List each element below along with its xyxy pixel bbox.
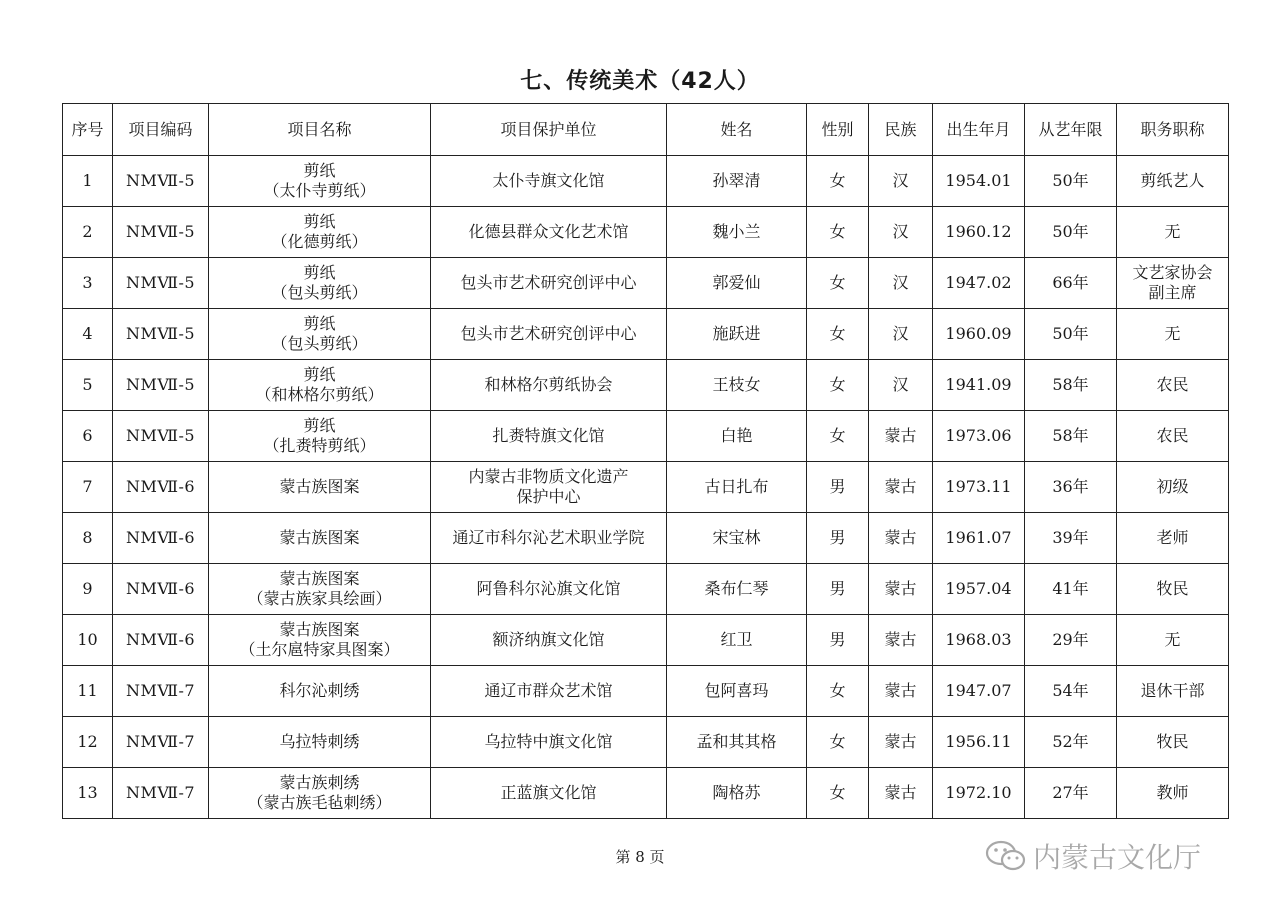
cell-ethnicity: 汉 — [869, 258, 933, 309]
column-header: 民族 — [869, 104, 933, 156]
column-header: 项目保护单位 — [431, 104, 667, 156]
cell-protection-unit — [431, 717, 667, 768]
column-header: 序号 — [63, 104, 113, 156]
cell-birth-date: 1973.06 — [933, 411, 1025, 462]
cell-project-name-line1: 蒙古族图案 — [279, 569, 360, 588]
cell-years-practice: 36年 — [1025, 462, 1117, 513]
cell-protection-unit — [431, 768, 667, 819]
cell-protection-unit-line1: 正蓝旗文化馆 — [500, 783, 597, 802]
cell-protection-unit — [431, 564, 667, 615]
cell-project-name — [209, 360, 431, 411]
cell-gender: 女 — [807, 411, 869, 462]
cell-job-title — [1117, 513, 1229, 564]
cell-ethnicity: 蒙古 — [869, 513, 933, 564]
cell-birth-date: 1968.03 — [933, 615, 1025, 666]
cell-protection-unit — [431, 615, 667, 666]
cell-job-title-line1: 退休干部 — [1140, 681, 1205, 700]
cell-gender: 女 — [807, 768, 869, 819]
cell-ethnicity: 蒙古 — [869, 564, 933, 615]
cell-project-code: NMⅦ-5 — [113, 258, 209, 309]
cell-birth-date: 1972.10 — [933, 768, 1025, 819]
cell-years-practice: 27年 — [1025, 768, 1117, 819]
cell-project-name — [209, 768, 431, 819]
inheritor-table — [62, 103, 1229, 819]
cell-ethnicity: 蒙古 — [869, 768, 933, 819]
cell-gender: 男 — [807, 513, 869, 564]
cell-gender: 女 — [807, 258, 869, 309]
cell-project-code: NMⅦ-5 — [113, 156, 209, 207]
wechat-icon — [985, 839, 1027, 873]
cell-protection-unit-line1: 太仆寺旗文化馆 — [492, 171, 605, 190]
cell-person-name: 郭爱仙 — [667, 258, 807, 309]
cell-project-name — [209, 717, 431, 768]
cell-gender: 男 — [807, 615, 869, 666]
cell-job-title-line1: 农民 — [1156, 426, 1189, 445]
cell-project-name-line2: （和林格尔剪纸） — [255, 385, 384, 404]
cell-project-name — [209, 258, 431, 309]
cell-project-code: NMⅦ-6 — [113, 615, 209, 666]
cell-project-name — [209, 666, 431, 717]
cell-person-name: 桑布仁琴 — [667, 564, 807, 615]
page-title: 七、传统美术（42人） — [520, 69, 760, 94]
cell-project-name-line2: （蒙古族家具绘画） — [247, 589, 392, 608]
cell-protection-unit-line1: 包头市艺术研究创评中心 — [460, 324, 637, 343]
cell-job-title — [1117, 207, 1229, 258]
cell-ethnicity: 汉 — [869, 207, 933, 258]
cell-job-title — [1117, 309, 1229, 360]
cell-person-name: 孟和其其格 — [667, 717, 807, 768]
cell-project-code: NMⅦ-5 — [113, 207, 209, 258]
table-row — [63, 309, 1229, 360]
cell-birth-date: 1961.07 — [933, 513, 1025, 564]
cell-project-code: NMⅦ-6 — [113, 513, 209, 564]
watermark-text: 内蒙古文化厅 — [1033, 841, 1202, 874]
cell-project-name-line2: （包头剪纸） — [271, 334, 368, 353]
cell-gender: 女 — [807, 156, 869, 207]
cell-project-name-line1: 蒙古族刺绣 — [279, 773, 360, 792]
cell-serial-number: 9 — [63, 564, 113, 615]
cell-protection-unit — [431, 156, 667, 207]
cell-ethnicity: 汉 — [869, 360, 933, 411]
watermark — [985, 836, 1201, 876]
cell-ethnicity: 蒙古 — [869, 717, 933, 768]
cell-birth-date: 1960.09 — [933, 309, 1025, 360]
cell-project-name-line1: 剪纸 — [303, 365, 336, 384]
cell-person-name: 魏小兰 — [667, 207, 807, 258]
cell-job-title-line2: 副主席 — [1148, 283, 1197, 302]
cell-project-code: NMⅦ-7 — [113, 717, 209, 768]
cell-years-practice: 29年 — [1025, 615, 1117, 666]
cell-job-title-line1: 牧民 — [1156, 579, 1189, 598]
cell-serial-number: 1 — [63, 156, 113, 207]
cell-years-practice: 50年 — [1025, 156, 1117, 207]
cell-project-name-line1: 剪纸 — [303, 314, 336, 333]
cell-project-name-line2: （包头剪纸） — [271, 283, 368, 302]
cell-project-name-line1: 剪纸 — [303, 212, 336, 231]
cell-years-practice: 50年 — [1025, 309, 1117, 360]
cell-job-title — [1117, 717, 1229, 768]
table-row — [63, 360, 1229, 411]
table-row — [63, 156, 1229, 207]
cell-serial-number: 13 — [63, 768, 113, 819]
cell-gender: 女 — [807, 207, 869, 258]
cell-project-code: NMⅦ-7 — [113, 768, 209, 819]
cell-gender: 男 — [807, 564, 869, 615]
cell-protection-unit-line1: 额济纳旗文化馆 — [492, 630, 605, 649]
cell-project-name — [209, 156, 431, 207]
cell-ethnicity: 汉 — [869, 309, 933, 360]
cell-gender: 女 — [807, 309, 869, 360]
cell-job-title — [1117, 462, 1229, 513]
cell-project-name-line1: 剪纸 — [303, 161, 336, 180]
cell-protection-unit-line1: 乌拉特中旗文化馆 — [484, 732, 613, 751]
table-row — [63, 513, 1229, 564]
cell-serial-number: 5 — [63, 360, 113, 411]
cell-ethnicity: 汉 — [869, 156, 933, 207]
cell-protection-unit — [431, 360, 667, 411]
cell-project-name-line2: （扎赉特剪纸） — [263, 436, 376, 455]
cell-person-name: 孙翠清 — [667, 156, 807, 207]
cell-years-practice: 41年 — [1025, 564, 1117, 615]
cell-protection-unit — [431, 666, 667, 717]
cell-project-name — [209, 411, 431, 462]
cell-job-title — [1117, 768, 1229, 819]
cell-ethnicity: 蒙古 — [869, 462, 933, 513]
cell-project-code: NMⅦ-6 — [113, 462, 209, 513]
cell-birth-date: 1954.01 — [933, 156, 1025, 207]
cell-person-name: 施跃进 — [667, 309, 807, 360]
cell-protection-unit — [431, 513, 667, 564]
cell-job-title — [1117, 564, 1229, 615]
cell-birth-date: 1947.02 — [933, 258, 1025, 309]
table-row — [63, 462, 1229, 513]
cell-project-code: NMⅦ-5 — [113, 360, 209, 411]
cell-job-title-line1: 无 — [1164, 324, 1181, 343]
cell-serial-number: 12 — [63, 717, 113, 768]
cell-job-title-line1: 农民 — [1156, 375, 1189, 394]
cell-job-title — [1117, 411, 1229, 462]
cell-project-code: NMⅦ-7 — [113, 666, 209, 717]
cell-birth-date: 1960.12 — [933, 207, 1025, 258]
cell-project-name — [209, 564, 431, 615]
cell-birth-date: 1957.04 — [933, 564, 1025, 615]
cell-ethnicity: 蒙古 — [869, 666, 933, 717]
cell-project-code: NMⅦ-6 — [113, 564, 209, 615]
cell-project-name-line1: 科尔沁刺绣 — [279, 681, 360, 700]
cell-serial-number: 6 — [63, 411, 113, 462]
cell-project-name-line1: 乌拉特刺绣 — [279, 732, 360, 751]
cell-project-name — [209, 207, 431, 258]
cell-protection-unit — [431, 207, 667, 258]
cell-job-title-line1: 文艺家协会 — [1132, 263, 1213, 282]
cell-serial-number: 2 — [63, 207, 113, 258]
cell-person-name: 王枝女 — [667, 360, 807, 411]
cell-project-code: NMⅦ-5 — [113, 411, 209, 462]
cell-protection-unit-line2: 保护中心 — [516, 487, 581, 506]
cell-birth-date: 1956.11 — [933, 717, 1025, 768]
cell-protection-unit — [431, 411, 667, 462]
cell-serial-number: 11 — [63, 666, 113, 717]
cell-project-name-line2: （土尔扈特家具图案） — [239, 640, 400, 659]
cell-job-title-line1: 无 — [1164, 630, 1181, 649]
cell-project-name-line2: （蒙古族毛毡刺绣） — [247, 793, 392, 812]
cell-project-name-line1: 剪纸 — [303, 416, 336, 435]
cell-birth-date: 1941.09 — [933, 360, 1025, 411]
cell-years-practice: 50年 — [1025, 207, 1117, 258]
cell-project-name-line1: 剪纸 — [303, 263, 336, 282]
table-row — [63, 666, 1229, 717]
column-header: 项目名称 — [209, 104, 431, 156]
cell-protection-unit-line1: 化德县群众文化艺术馆 — [468, 222, 629, 241]
cell-protection-unit-line1: 扎赉特旗文化馆 — [492, 426, 605, 445]
cell-birth-date: 1947.07 — [933, 666, 1025, 717]
cell-person-name: 包阿喜玛 — [667, 666, 807, 717]
cell-person-name: 陶格苏 — [667, 768, 807, 819]
cell-protection-unit-line1: 内蒙古非物质文化遗产 — [468, 467, 629, 486]
cell-job-title — [1117, 666, 1229, 717]
cell-ethnicity: 蒙古 — [869, 615, 933, 666]
cell-years-practice: 54年 — [1025, 666, 1117, 717]
cell-protection-unit — [431, 462, 667, 513]
cell-project-name-line1: 蒙古族图案 — [279, 528, 360, 547]
column-header: 职务职称 — [1117, 104, 1229, 156]
page-number: 第 8 页 — [615, 848, 665, 866]
cell-birth-date: 1973.11 — [933, 462, 1025, 513]
cell-project-name — [209, 615, 431, 666]
table-row — [63, 207, 1229, 258]
cell-protection-unit — [431, 309, 667, 360]
table-row — [63, 564, 1229, 615]
table-row — [63, 258, 1229, 309]
cell-serial-number: 10 — [63, 615, 113, 666]
cell-project-name-line1: 蒙古族图案 — [279, 477, 360, 496]
cell-years-practice: 58年 — [1025, 411, 1117, 462]
cell-protection-unit-line1: 包头市艺术研究创评中心 — [460, 273, 637, 292]
cell-years-practice: 39年 — [1025, 513, 1117, 564]
cell-ethnicity: 蒙古 — [869, 411, 933, 462]
column-header: 出生年月 — [933, 104, 1025, 156]
cell-job-title-line1: 老师 — [1156, 528, 1189, 547]
column-header: 从艺年限 — [1025, 104, 1117, 156]
cell-serial-number: 7 — [63, 462, 113, 513]
cell-person-name: 白艳 — [667, 411, 807, 462]
cell-serial-number: 3 — [63, 258, 113, 309]
cell-project-name-line2: （化德剪纸） — [271, 232, 368, 251]
cell-project-code: NMⅦ-5 — [113, 309, 209, 360]
cell-project-name-line2: （太仆寺剪纸） — [263, 181, 376, 200]
cell-serial-number: 4 — [63, 309, 113, 360]
cell-job-title — [1117, 615, 1229, 666]
table-row — [63, 615, 1229, 666]
cell-person-name: 古日扎布 — [667, 462, 807, 513]
cell-protection-unit — [431, 258, 667, 309]
cell-years-practice: 52年 — [1025, 717, 1117, 768]
cell-gender: 女 — [807, 666, 869, 717]
column-header: 项目编码 — [113, 104, 209, 156]
cell-job-title-line1: 教师 — [1156, 783, 1189, 802]
cell-years-practice: 58年 — [1025, 360, 1117, 411]
cell-job-title — [1117, 258, 1229, 309]
cell-job-title — [1117, 360, 1229, 411]
cell-person-name: 红卫 — [667, 615, 807, 666]
table-header-row — [63, 104, 1229, 156]
cell-protection-unit-line1: 和林格尔剪纸协会 — [484, 375, 613, 394]
cell-project-name — [209, 309, 431, 360]
cell-gender: 女 — [807, 360, 869, 411]
table-row — [63, 717, 1229, 768]
cell-job-title-line1: 剪纸艺人 — [1140, 171, 1205, 190]
cell-job-title — [1117, 156, 1229, 207]
table-body — [63, 156, 1229, 819]
cell-person-name: 宋宝林 — [667, 513, 807, 564]
table-row — [63, 768, 1229, 819]
cell-project-name — [209, 462, 431, 513]
cell-protection-unit-line1: 阿鲁科尔沁旗文化馆 — [476, 579, 621, 598]
cell-project-name-line1: 蒙古族图案 — [279, 620, 360, 639]
cell-project-name — [209, 513, 431, 564]
table-row — [63, 411, 1229, 462]
cell-serial-number: 8 — [63, 513, 113, 564]
cell-protection-unit-line1: 通辽市科尔沁艺术职业学院 — [452, 528, 645, 547]
cell-job-title-line1: 初级 — [1156, 477, 1189, 496]
cell-gender: 女 — [807, 717, 869, 768]
cell-years-practice: 66年 — [1025, 258, 1117, 309]
cell-gender: 男 — [807, 462, 869, 513]
cell-job-title-line1: 牧民 — [1156, 732, 1189, 751]
column-header: 性别 — [807, 104, 869, 156]
column-header: 姓名 — [667, 104, 807, 156]
cell-protection-unit-line1: 通辽市群众艺术馆 — [484, 681, 613, 700]
cell-job-title-line1: 无 — [1164, 222, 1181, 241]
